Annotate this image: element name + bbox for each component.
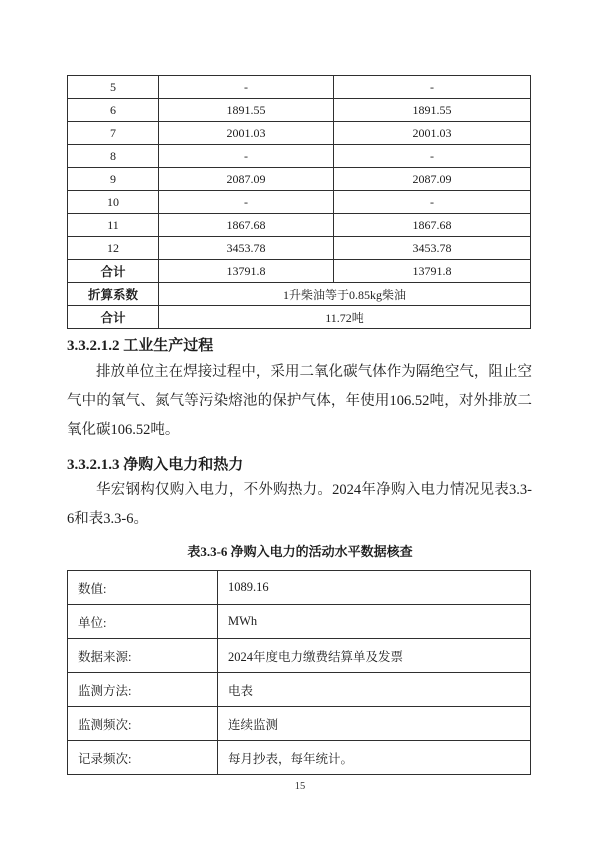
month-cell: 10 [68, 191, 159, 214]
table-row [68, 122, 531, 145]
value-cell: 2001.03 [159, 122, 334, 145]
table-row [68, 191, 531, 214]
month-cell: 6 [68, 99, 159, 122]
field-value-cell: 连续监测 [218, 707, 531, 741]
table-row [68, 673, 531, 707]
field-label-cell: 数值: [68, 571, 218, 605]
value-cell: 3453.78 [159, 237, 334, 260]
value-cell: - [334, 191, 531, 214]
value-cell: 1867.68 [159, 214, 334, 237]
section-heading-purchased-electricity: 3.3.2.1.3 净购入电力和热力 [67, 457, 244, 473]
field-label-cell: 数据来源: [68, 639, 218, 673]
table-row [68, 145, 531, 168]
table-row [68, 571, 531, 605]
value-cell: 1891.55 [159, 99, 334, 122]
total-label-cell: 合计 [68, 260, 159, 283]
industrial-process-paragraph: 排放单位主在焊接过程中，采用二氧化碳气体作为隔绝空气，阻止空气中的氧气、氮气等污染熔池的保护气体，年使用106.52吨，对外排放二氧化碳106.52吨。 [67, 364, 532, 438]
conversion-factor-label-cell: 折算系数 [68, 283, 159, 306]
table-row [68, 99, 531, 122]
table-row [68, 707, 531, 741]
table-row [68, 168, 531, 191]
field-label-cell: 监测频次: [68, 707, 218, 741]
total-value-cell: 13791.8 [159, 260, 334, 283]
section-heading-industrial-process: 3.3.2.1.2 工业生产过程 [67, 338, 214, 354]
field-value-cell: 2024年度电力缴费结算单及发票 [218, 639, 531, 673]
field-value-cell: 电表 [218, 673, 531, 707]
month-cell: 9 [68, 168, 159, 191]
table-row [68, 741, 531, 775]
value-cell: 3453.78 [334, 237, 531, 260]
field-label-cell: 记录频次: [68, 741, 218, 775]
value-cell: 2087.09 [334, 168, 531, 191]
field-label-cell: 单位: [68, 605, 218, 639]
value-cell: 1867.68 [334, 214, 531, 237]
table-row [68, 237, 531, 260]
value-cell: 2001.03 [334, 122, 531, 145]
table-row-total-tons [68, 306, 531, 329]
fuel-consumption-table [67, 75, 531, 329]
month-cell: 7 [68, 122, 159, 145]
field-value-cell: MWh [218, 605, 531, 639]
month-cell: 8 [68, 145, 159, 168]
value-cell: - [334, 145, 531, 168]
value-cell: - [159, 191, 334, 214]
value-cell: 2087.09 [159, 168, 334, 191]
table-row-conversion-factor [68, 283, 531, 306]
table-row [68, 605, 531, 639]
month-cell: 12 [68, 237, 159, 260]
field-label-cell: 监测方法: [68, 673, 218, 707]
value-cell: 1891.55 [334, 99, 531, 122]
table-caption: 表3.3-6 净购入电力的活动水平数据核查 [187, 544, 413, 559]
total-value-cell: 13791.8 [334, 260, 531, 283]
table-row [68, 76, 531, 99]
month-cell: 11 [68, 214, 159, 237]
table-row-total [68, 260, 531, 283]
total-label-cell: 合计 [68, 306, 159, 329]
table-row [68, 214, 531, 237]
purchased-electricity-paragraph: 华宏钢构仅购入电力，不外购热力。2024年净购入电力情况见表3.3-6和表3.3-6。 [67, 482, 532, 527]
table-row [68, 639, 531, 673]
value-cell: - [334, 76, 531, 99]
field-value-cell: 1089.16 [218, 571, 531, 605]
value-cell: - [159, 76, 334, 99]
conversion-factor-value-cell: 1升柴油等于0.85kg柴油 [159, 283, 531, 306]
value-cell: - [159, 145, 334, 168]
field-value-cell: 每月抄表，每年统计。 [218, 741, 531, 775]
electricity-activity-table [67, 570, 531, 775]
page-number: 15 [294, 781, 306, 792]
total-tons-value-cell: 11.72吨 [159, 306, 531, 329]
month-cell: 5 [68, 76, 159, 99]
